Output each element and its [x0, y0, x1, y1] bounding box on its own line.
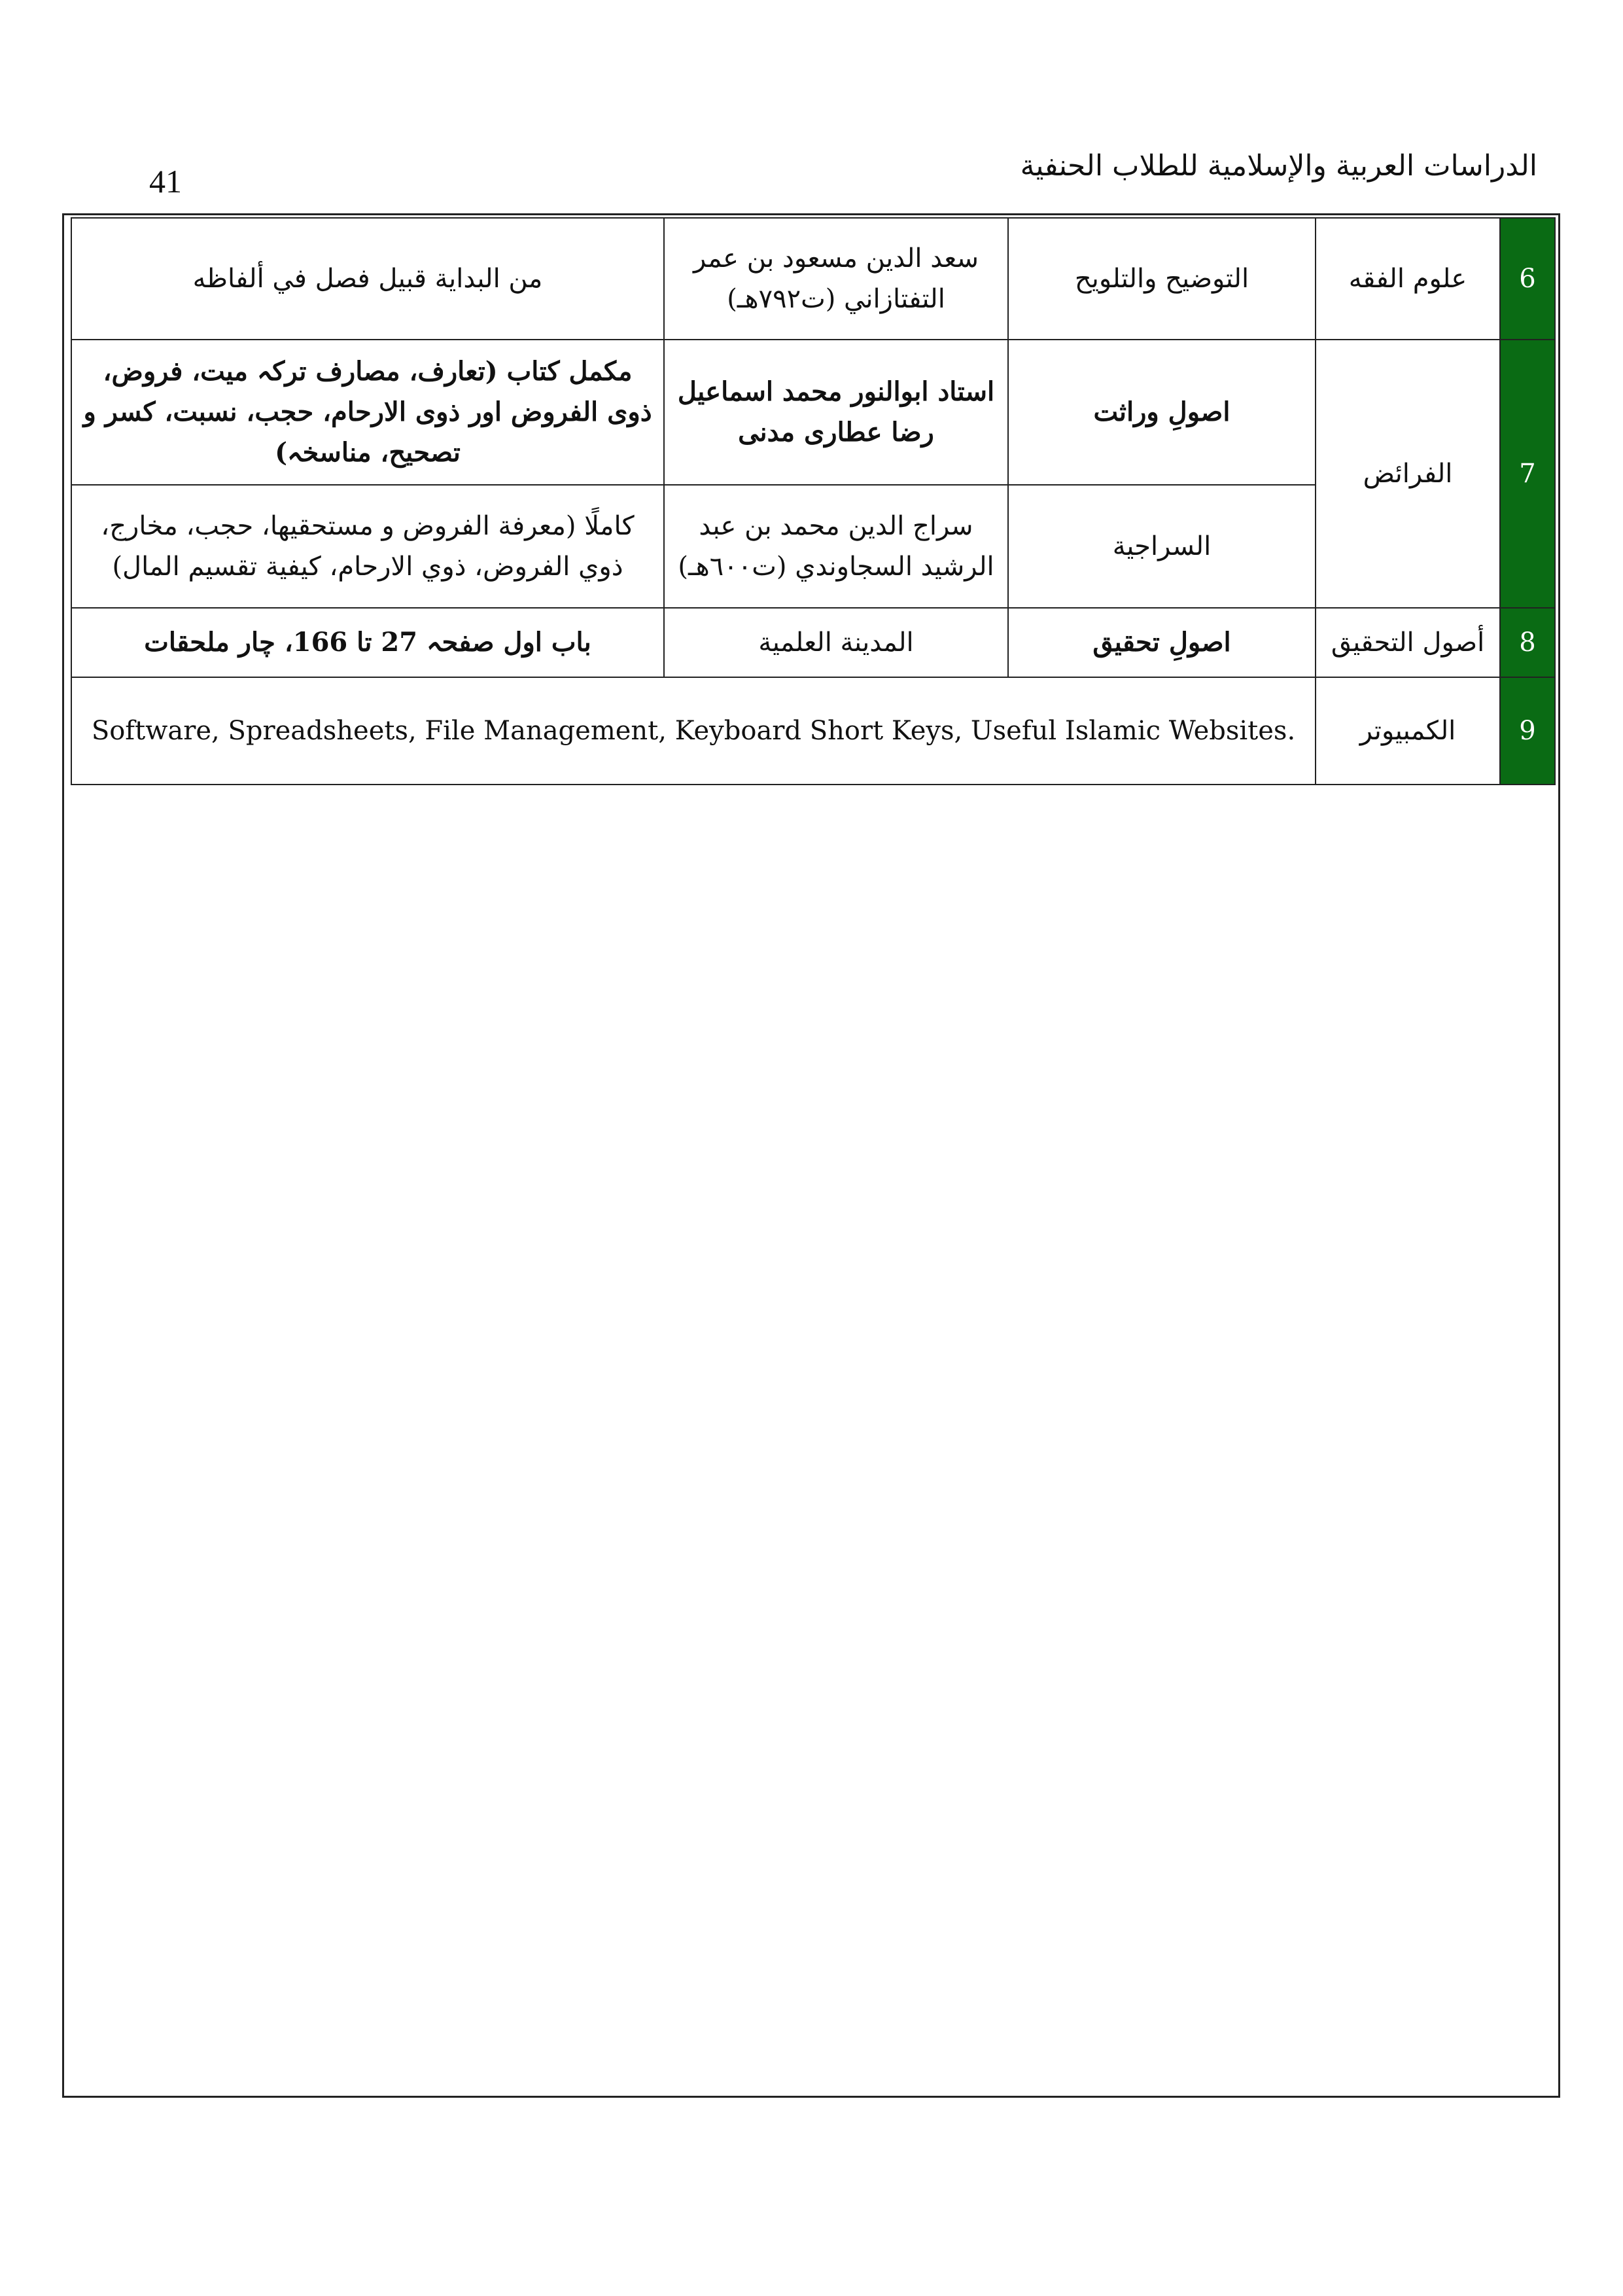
- row-number: 9: [1500, 677, 1555, 785]
- table-row: [71, 677, 1555, 785]
- syllabus-cell: من البداية قبيل فصل في ألفاظه: [71, 218, 664, 340]
- subject-cell: الكمبيوتر: [1316, 677, 1500, 785]
- book-cell: السراجية: [1008, 485, 1316, 608]
- subject-cell: علوم الفقه: [1316, 218, 1500, 340]
- subject-cell: أصول التحقيق: [1316, 608, 1500, 677]
- book-cell: اصولِ وراثت: [1008, 340, 1316, 485]
- author-cell: سراج الدين محمد بن عبد الرشيد السجاوندي (ت٦٠٠هـ): [664, 485, 1008, 608]
- table-row: [71, 218, 1555, 340]
- row-number: 8: [1500, 608, 1555, 677]
- table-row: [71, 340, 1555, 485]
- book-cell: اصولِ تحقیق: [1008, 608, 1316, 677]
- book-cell: التوضيح والتلويح: [1008, 218, 1316, 340]
- row-number: 7: [1500, 340, 1555, 608]
- syllabus-cell: باب اول صفحہ 27 تا 166، چار ملحقات: [71, 608, 664, 677]
- curriculum-table: [71, 217, 1556, 785]
- syllabus-cell: كاملًا (معرفة الفروض و مستحقيها، حجب، مخارج، ذوي الفروض، ذوي الارحام، كيفية تقسيم المال): [71, 485, 664, 608]
- table-row: [71, 608, 1555, 677]
- running-title: الدراسات العربية والإسلامية للطلاب الحنفية: [1020, 149, 1537, 183]
- syllabus-cell: مکمل کتاب (تعارف، مصارف ترکہ میت، فروض، ذوی الفروض اور ذوی الارحام، حجب، نسبت، کسر و تصحیح، مناسخہ): [71, 340, 664, 485]
- author-cell: المدينة العلمية: [664, 608, 1008, 677]
- subject-cell: الفرائض: [1316, 340, 1500, 608]
- page-number: 41: [149, 163, 182, 200]
- syllabus-cell: Software, Spreadsheets, File Management, Keyboard Short Keys, Useful Islamic Websites.: [71, 677, 1316, 785]
- row-number: 6: [1500, 218, 1555, 340]
- author-cell: سعد الدين مسعود بن عمر التفتازاني (ت٧٩٢هـ): [664, 218, 1008, 340]
- author-cell: استاد ابوالنور محمد اسماعیل رضا عطاری مدنی: [664, 340, 1008, 485]
